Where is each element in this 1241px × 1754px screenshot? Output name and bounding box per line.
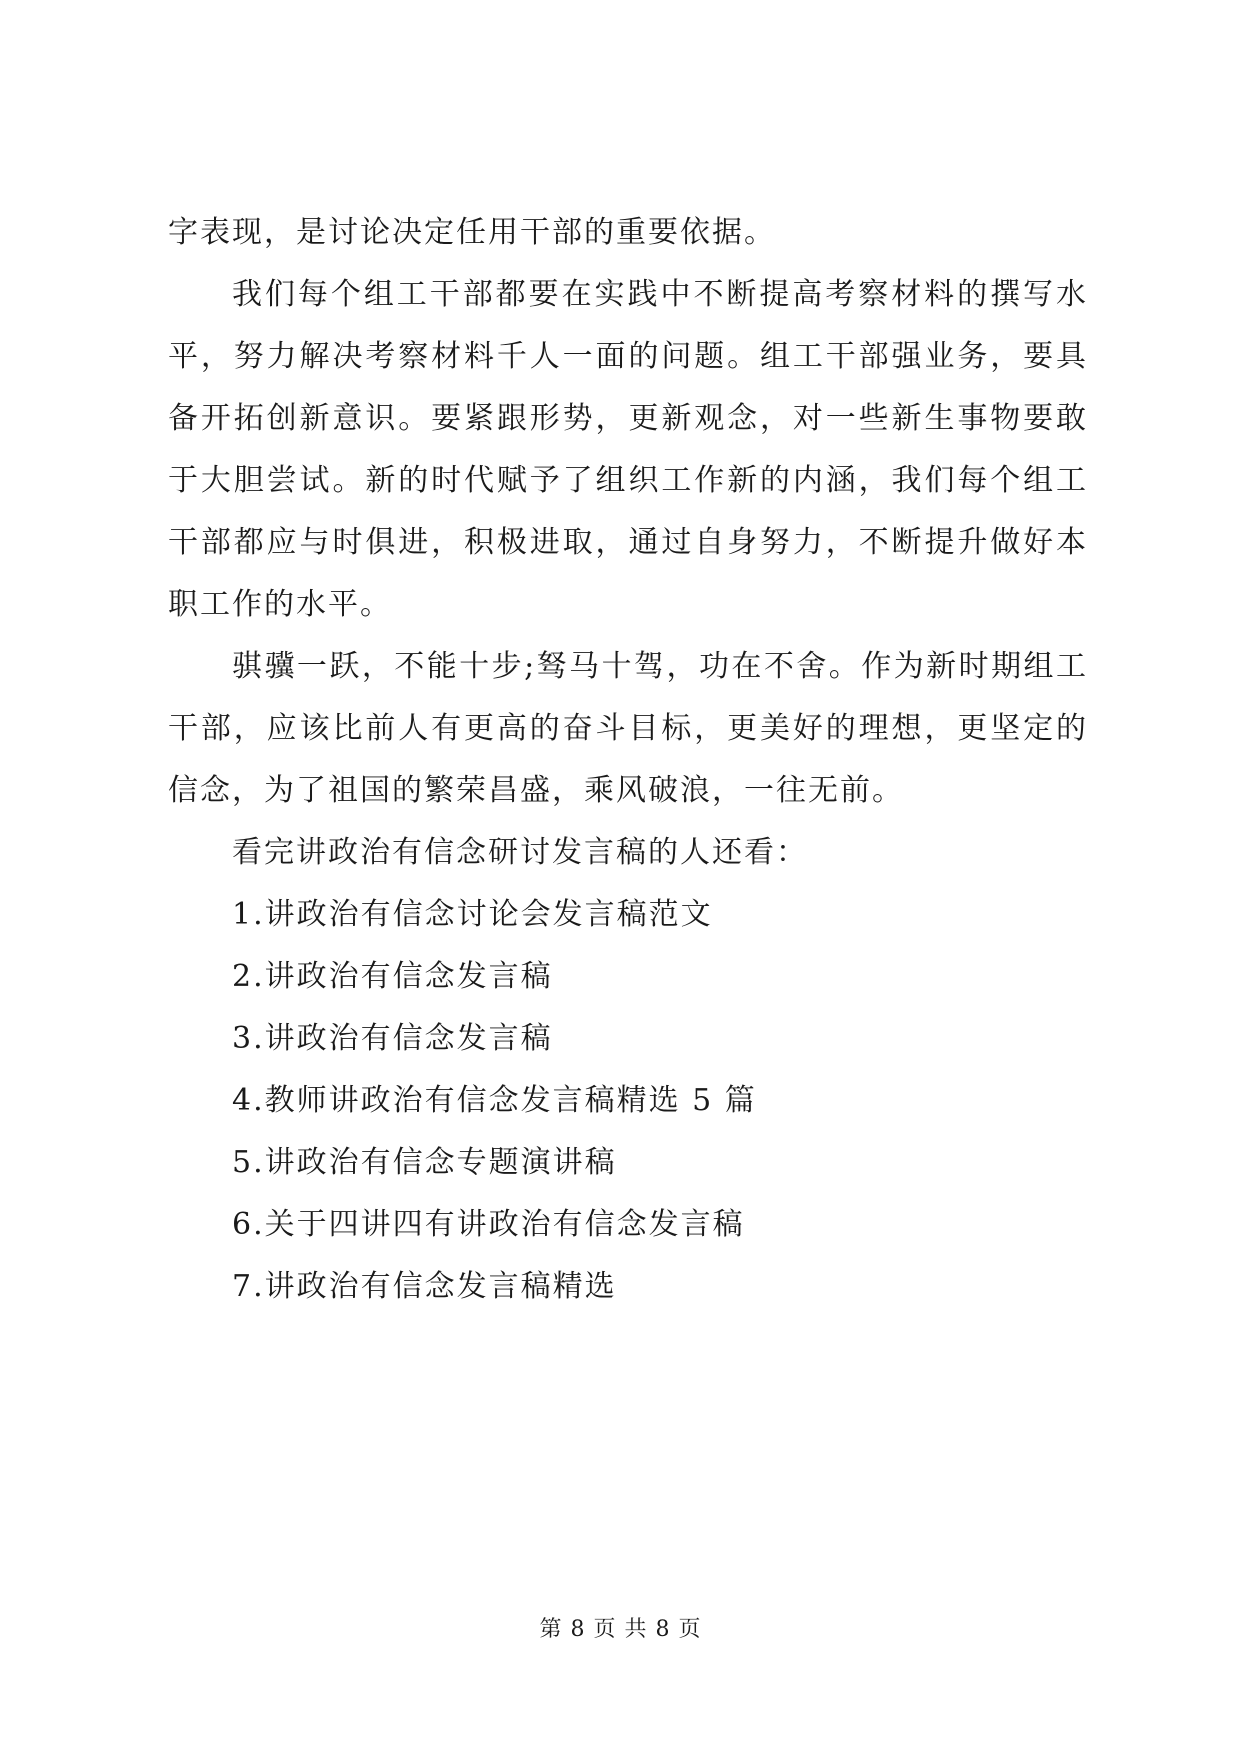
document-body bbox=[168, 202, 1088, 1318]
related-item: 3.讲政治有信念发言稿 bbox=[232, 1021, 553, 1056]
paragraph: 骐骥一跃，不能十步;驽马十驾，功在不舍。作为新时期组工干部，应该比前人有更高的奋斗目标，更美好的理想，更坚定的信念，为了祖国的繁荣昌盛，乘风破浪，一往无前。 bbox=[168, 649, 1088, 808]
paragraph-continuation: 字表现，是讨论决定任用干部的重要依据。 bbox=[168, 215, 776, 250]
related-item: 4.教师讲政治有信念发言稿精选 5 篇 bbox=[232, 1083, 757, 1118]
related-item: 1.讲政治有信念讨论会发言稿范文 bbox=[232, 897, 713, 932]
paragraph: 我们每个组工干部都要在实践中不断提高考察材料的撰写水平，努力解决考察材料千人一面的问题。组工干部强业务，要具备开拓创新意识。要紧跟形势，更新观念，对一些新生事物要敢于大胆尝试。新的时代赋予了组织工作新的内涵，我们每个组工干部都应与时俱进，积极进取，通过自身努力，不断提升做好本职工作的水平。 bbox=[168, 277, 1088, 622]
related-item: 5.讲政治有信念专题演讲稿 bbox=[232, 1145, 617, 1180]
related-heading: 看完讲政治有信念研讨发言稿的人还看： bbox=[232, 835, 808, 870]
related-item: 7.讲政治有信念发言稿精选 bbox=[232, 1269, 617, 1304]
related-item: 2.讲政治有信念发言稿 bbox=[232, 959, 553, 994]
related-item: 6.关于四讲四有讲政治有信念发言稿 bbox=[232, 1207, 745, 1242]
related-list bbox=[168, 884, 1088, 1318]
page-number-footer: 第 8 页 共 8 页 bbox=[539, 1617, 702, 1642]
